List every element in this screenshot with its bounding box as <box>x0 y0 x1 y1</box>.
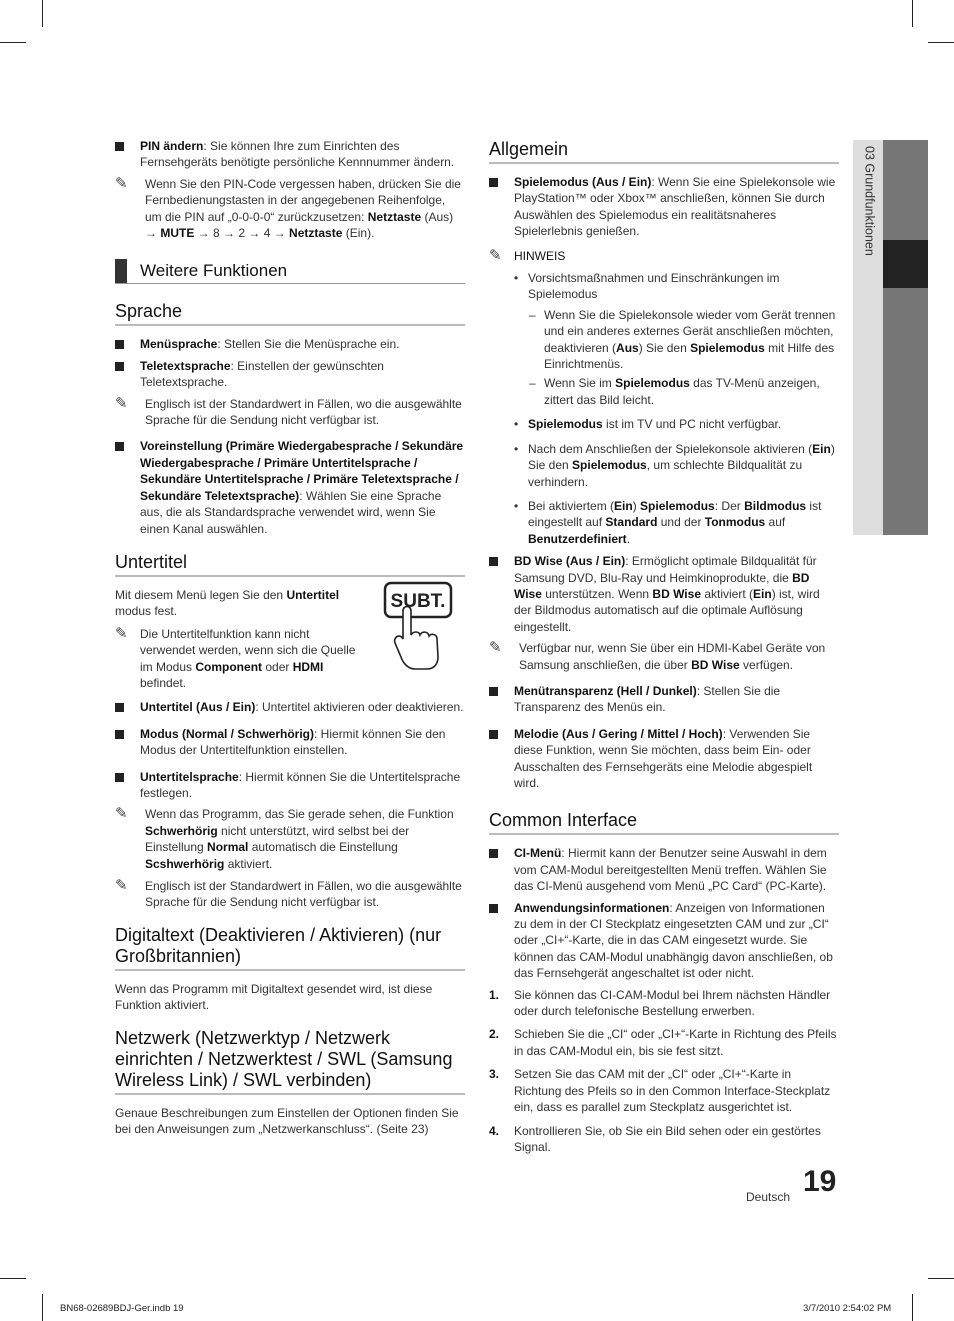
note: ✎ Verfügbar nur, wenn Sie über ein HDMI-Kabel Geräte von Samsung anschließen, die über BD Wise verfügen. <box>489 639 826 672</box>
chapter-marker <box>883 240 928 288</box>
svg-text:SUBT.: SUBT. <box>390 590 446 612</box>
list-item: Menüsprache: Stellen Sie die Menüsprache ein. <box>115 336 465 352</box>
bullet-item: • Spielemodus ist im TV und PC nicht verfügbar. <box>514 416 839 432</box>
heading-common-interface: Common Interface <box>489 809 839 835</box>
footer-date: 3/7/2010 2:54:02 PM <box>803 1303 892 1314</box>
list-item: Modus (Normal / Schwerhörig): Hiermit können Sie den Modus der Untertitelfunktion einstellen. <box>115 726 465 759</box>
crop-mark <box>0 1278 26 1279</box>
numbered-step: 2. Schieben Sie die „CI“ oder „CI+“-Karte in Richtung des Pfeils in das CAM-Modul ein, bis sie fest sitzt. <box>489 1027 837 1058</box>
list-item: PIN ändern: Sie können Ihre zum Einrichten des Fernsehgeräts benötigte persönliche Kennnummer ändern. <box>115 138 465 171</box>
crop-mark <box>42 1294 43 1321</box>
list-item: CI-Menü: Hiermit kann der Benutzer seine Auswahl in dem vom CAM-Modul bereitgestellten Menü treffen. Wählen Sie das CI-Menü ausgehend vom Menü „PC Card“ (PC-Karte). <box>489 845 839 894</box>
pencil-icon: ✎ <box>115 394 128 412</box>
numbered-step: 1. Sie können das CI-CAM-Modul bei Ihrem nächsten Händler oder durch telefonische Bestellung erwerben. <box>489 987 831 1019</box>
heading-netzwerk: Netzwerk (Netzwerktyp / Netzwerk einrichten / Netzwerktest / SWL (Samsung Wireless Link) / SWL verbinden) <box>115 1028 465 1095</box>
list-item: Voreinstellung (Primäre Wiedergabesprache / Sekundäre Wiedergabesprache / Primäre Untertitelsprache / Sekundäre Untertitelsprache / Primäre Teletextsprache / Sekundäre Teletextsprache): Wählen Sie eine Sprache aus, die als Standardsprache verwendet wird, wenn Sie einen Kanal auswählen. <box>115 438 465 536</box>
pencil-icon: ✎ <box>115 805 128 823</box>
crop-mark <box>912 1294 913 1321</box>
chapter-tab-label: 03 Grundfunktionen <box>862 146 877 256</box>
bullet-item: • Nach dem Anschließen der Spielekonsole aktivieren (Ein) Sie den Spielemodus, um schlechte Bildqualität zu verhindern. <box>514 441 839 490</box>
list-item: Anwendungsinformationen: Anzeigen von Informationen zu dem in der CI Steckplatz eingesetzten CAM und zur „CI“ oder „CI+“-Karte, die in das CAM eingesetzt wurde. Sie können das CAM-Modul unabhängig davon anschließen, ob das Fernsehgerät angeschaltet ist oder nicht. <box>489 900 839 982</box>
body-text: Genaue Beschreibungen zum Einstellen der Optionen finden Sie bei den Anweisungen zum „Netzwerkanschluss“. (Seite 23) <box>115 1105 459 1137</box>
numbered-step: 4. Kontrollieren Sie, ob Sie ein Bild sehen oder ein gestörtes Signal. <box>489 1123 821 1154</box>
list-item: Untertitel (Aus / Ein): Untertitel aktivieren oder deaktivieren. <box>115 699 465 715</box>
subt-button-hand-icon <box>383 581 457 671</box>
chapter-tab <box>853 140 883 535</box>
note: ✎ Die Untertitelfunktion kann nicht verwendet werden, wenn sich die Quelle im Modus Component oder HDMI befindet. <box>115 624 356 690</box>
heading-sprache: Sprache <box>115 300 465 326</box>
right-column <box>489 138 839 1162</box>
dash-item: – Wenn Sie die Spielekonsole wieder vom Gerät trennen und ein anderes externes Gerät anschließen möchten, deaktivieren (Aus) Sie den Spielemodus mit Hilfe des Einrichtmenüs. <box>529 307 839 373</box>
body-text: Wenn das Programm mit Digitaltext gesendet wird, ist diese Funktion aktiviert. <box>115 981 433 1013</box>
note: ✎ HINWEIS <box>489 246 566 264</box>
heading-allgemein: Allgemein <box>489 138 839 164</box>
list-item: BD Wise (Aus / Ein): Ermöglicht optimale Bildqualität für Samsung DVD, Blu-Ray und Heimkinoprodukte, die BD Wise unterstützen. Wenn BD Wise aktiviert (Ein) ist, wird der Bildmodus automatisch auf die optimale Auflösung eingestellt. <box>489 553 839 635</box>
note: ✎ Wenn Sie den PIN-Code vergessen haben, drücken Sie die Fernbedienungstasten in der angegebenen Reihenfolge, um die PIN auf „0-0-0-0“ zurückzusetzen: Netztaste (Aus) → MUTE → 8 → 2 → 4 → Netztaste (Ein). <box>115 174 461 241</box>
note: ✎ Englisch ist der Standardwert in Fällen, wo die ausgewählte Sprache für die Sendung nicht verfügbar ist. <box>115 877 462 910</box>
list-item: Melodie (Aus / Gering / Mittel / Hoch): Verwenden Sie diese Funktion, wenn Sie möchten, dass beim Ein- oder Ausschalten des Fernsehgeräts eine Melodie abgespielt wird. <box>489 726 839 792</box>
footer-file: BN68-02689BDJ-Ger.indb 19 <box>60 1303 184 1314</box>
subsection-heading: Weitere Funktionen <box>115 259 465 284</box>
crop-mark <box>928 42 954 43</box>
chapter-tab-dark <box>883 140 928 535</box>
pencil-icon: ✎ <box>489 246 502 264</box>
list-item: Untertitelsprache: Hiermit können Sie die Untertitelsprache festlegen. <box>115 769 465 802</box>
pencil-icon: ✎ <box>115 174 128 192</box>
note: ✎ Englisch ist der Standardwert in Fällen, wo die ausgewählte Sprache für die Sendung nicht verfügbar ist. <box>115 394 462 428</box>
pencil-icon: ✎ <box>489 639 502 657</box>
page-number: 19 <box>803 1165 837 1198</box>
list-item: Teletextsprache: Einstellen der gewünschten Teletextsprache. <box>115 358 465 391</box>
left-column <box>115 138 465 1137</box>
footer-language: Deutsch <box>746 1190 791 1204</box>
pencil-icon: ✎ <box>115 877 128 894</box>
dash-item: – Wenn Sie im Spielemodus das TV-Menü anzeigen, zittert das Bild leicht. <box>529 375 839 408</box>
note: ✎ Wenn das Programm, das Sie gerade sehen, die Funktion Schwerhörig nicht unterstützt, wird selbst bei der Einstellung Normal automatisch die Einstellung Scshwerhörig aktiviert. <box>115 805 454 871</box>
crop-mark <box>928 1278 954 1279</box>
numbered-step: 3. Setzen Sie das CAM mit der „CI“ oder „CI+“-Karte in Richtung des Pfeils so in den Common Interface-Steckplatz ein, dass es parallel zum Steckplatz ausgerichtet ist. <box>489 1067 831 1115</box>
bullet-item: • Vorsichtsmaßnahmen und Einschränkungen im Spielemodus <box>514 270 839 303</box>
heading-digitaltext: Digitaltext (Deaktivieren / Aktivieren) (nur Großbritannien) <box>115 925 465 971</box>
crop-mark <box>0 42 26 43</box>
list-item: Spielemodus (Aus / Ein): Wenn Sie eine Spielekonsole wie PlayStation™ oder Xbox™ anschließen, können Sie durch Auswählen des Spielemodus ein realitätsnaheres Spielerlebnis genießen. <box>489 174 839 240</box>
intro-text: Mit diesem Menü legen Sie den Untertitel modus fest. <box>115 587 340 619</box>
list-item: Menütransparenz (Hell / Dunkel): Stellen Sie die Transparenz des Menüs ein. <box>489 683 839 716</box>
crop-mark <box>42 0 43 27</box>
bullet-item: • Bei aktiviertem (Ein) Spielemodus: Der Bildmodus ist eingestellt auf Standard und der Tonmodus auf Benutzerdefiniert. <box>514 498 839 547</box>
heading-untertitel: Untertitel <box>115 551 465 577</box>
pencil-icon: ✎ <box>115 624 128 642</box>
crop-mark <box>912 0 913 27</box>
